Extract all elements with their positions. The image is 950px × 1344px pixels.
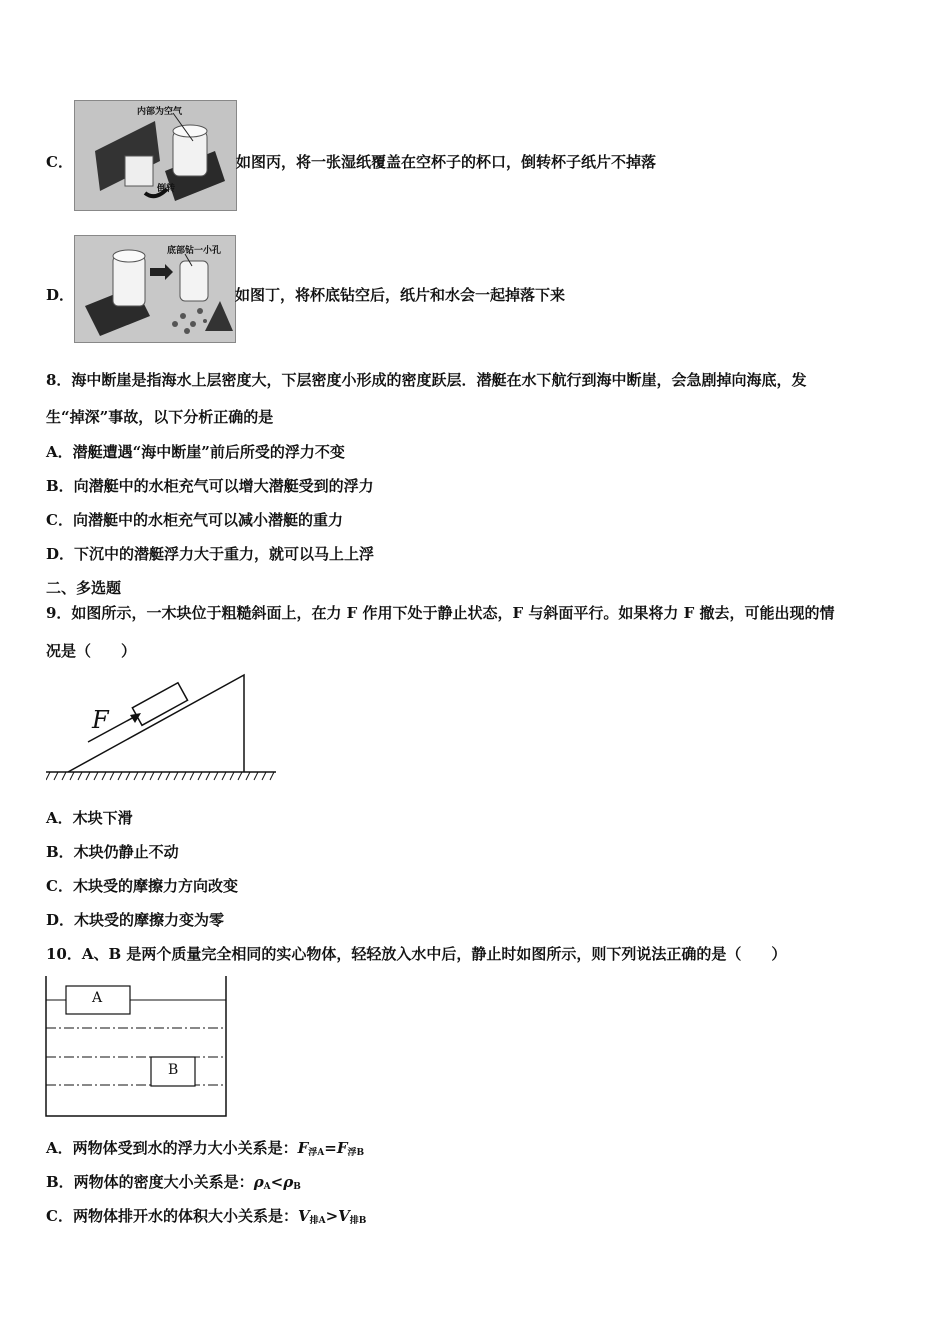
q9-option-c: C．木块受的摩擦力方向改变 — [46, 877, 238, 895]
option-c-letter: C． — [46, 153, 73, 171]
q9-stem-line2: 况是（ ） — [46, 642, 137, 660]
incline-figure — [46, 670, 278, 786]
force-label: F — [92, 706, 109, 734]
figure-label-invert: 倒转 — [157, 184, 176, 194]
water-container-figure — [44, 976, 228, 1118]
q10-option-b: B．两物体的密度大小关系是：$\rho_A<\rho_B$ — [46, 1173, 301, 1192]
figure-label-hole: 底部钻一小孔 — [167, 246, 222, 256]
q10-stem: 10．A、B 是两个质量完全相同的实心物体，轻轻放入水中后，静止时如图所示，则下列说法正确的是（ ） — [46, 945, 787, 963]
section-heading: 二、多选题 — [46, 579, 122, 597]
object-b-label: B — [168, 1062, 179, 1078]
q8-stem-line2: 生“掉深”事故，以下分析正确的是 — [46, 408, 274, 426]
figure-ding-photo — [74, 235, 236, 343]
q10-option-a: A．两物体受到水的浮力大小关系是：$F_{浮A}=F_{浮B}$ — [46, 1139, 365, 1158]
option-d-text: 如图丁，将杯底钻空后，纸片和水会一起掉落下来 — [235, 286, 566, 304]
figure-label-inside-air: 内部为空气 — [137, 107, 183, 117]
option-c-text: 如图丙，将一张湿纸覆盖在空杯子的杯口，倒转杯子纸片不掉落 — [236, 153, 657, 171]
object-a-label: A — [92, 990, 103, 1006]
q8-option-b: B．向潜艇中的水柜充气可以增大潜艇受到的浮力 — [46, 477, 374, 495]
figure-bing-photo — [74, 100, 237, 211]
q9-option-b: B．木块仍静止不动 — [46, 843, 179, 861]
q8-option-c: C．向潜艇中的水柜充气可以减小潜艇的重力 — [46, 511, 343, 529]
q9-option-a: A．木块下滑 — [46, 809, 133, 827]
q9-stem-line1: 9．如图所示，一木块位于粗糙斜面上，在力 F 作用下处于静止状态，F 与斜面平行。如果将力 F 撤去，可能出现的情 — [46, 604, 835, 622]
q10-option-c: C．两物体排开水的体积大小关系是：$V_{排A}>V_{排B}$ — [46, 1207, 367, 1226]
q8-stem-line1: 8．海中断崖是指海水上层密度大，下层密度小形成的密度跃层．潜艇在水下航行到海中断崖，会急剧掉向海底，发 — [46, 371, 807, 389]
q8-option-a: A．潜艇遭遇“海中断崖”前后所受的浮力不变 — [46, 443, 345, 461]
q9-option-d: D．木块受的摩擦力变为零 — [46, 911, 225, 929]
q8-option-d: D．下沉中的潜艇浮力大于重力，就可以马上上浮 — [46, 545, 375, 563]
option-d-letter: D． — [46, 286, 75, 304]
